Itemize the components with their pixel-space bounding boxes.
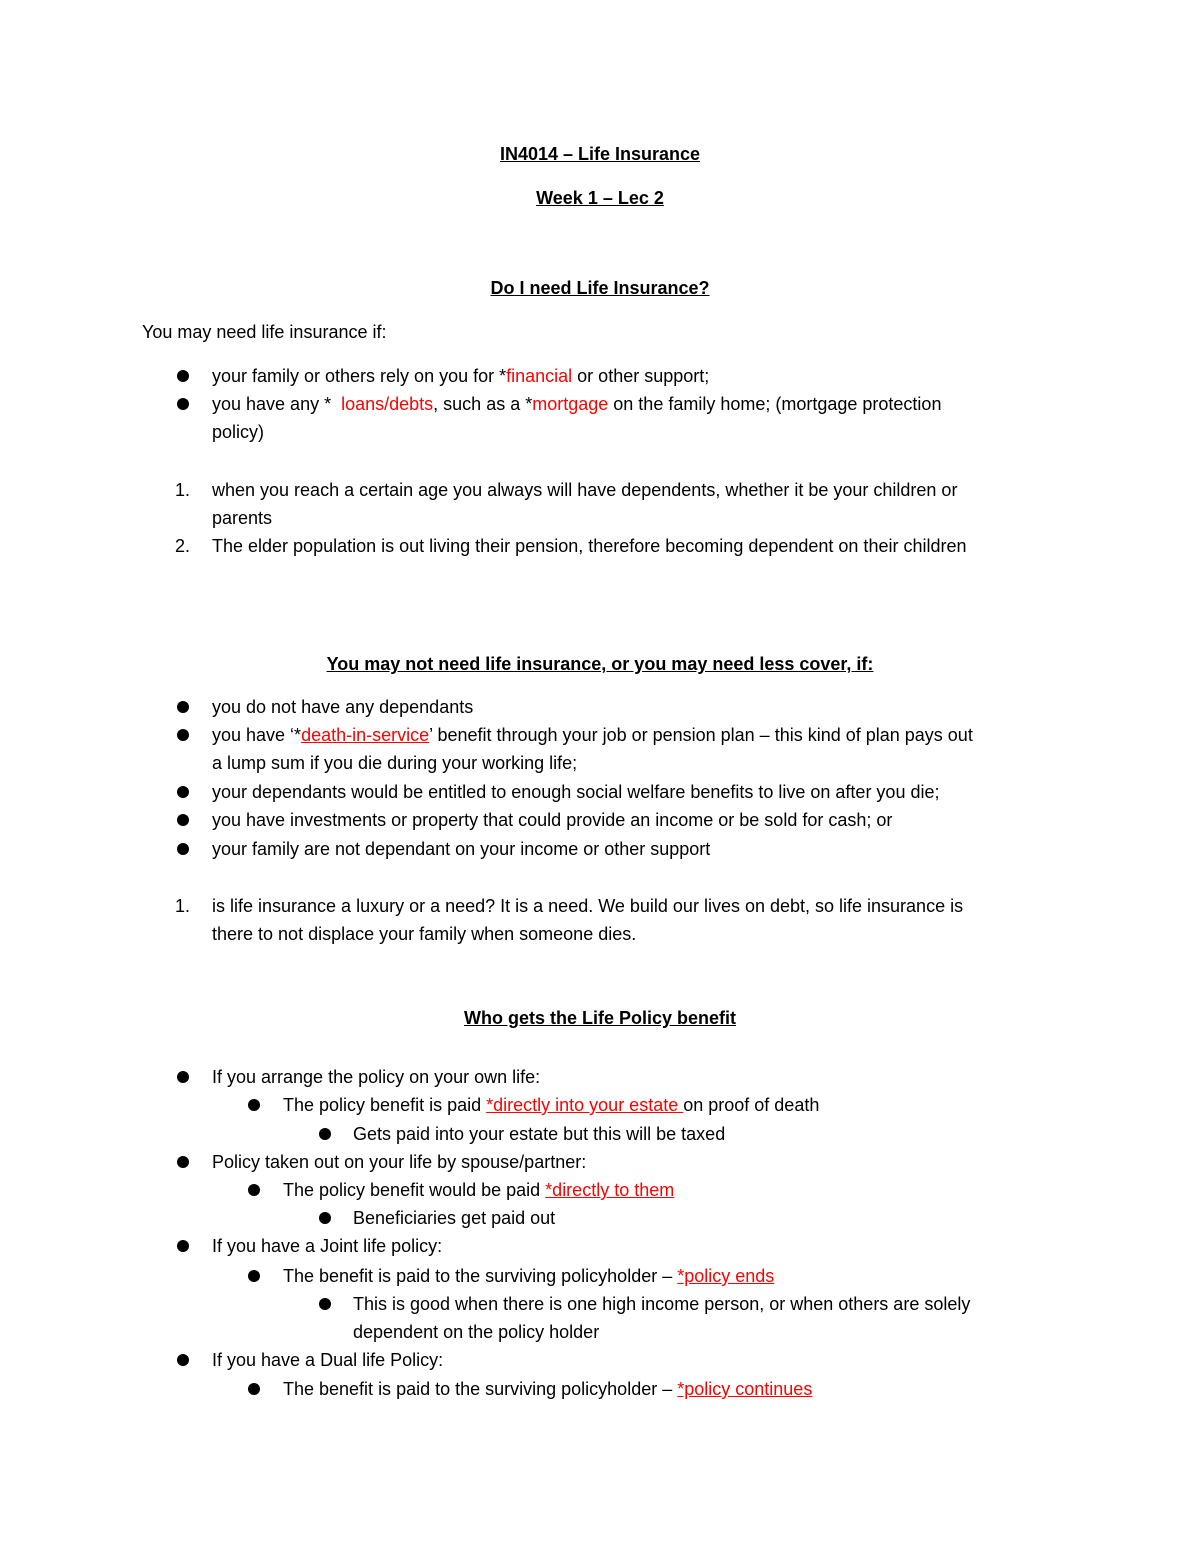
section-heading-need: Do I need Life Insurance?: [490, 278, 710, 298]
bullet-icon: [319, 1298, 331, 1310]
bullet-icon: [177, 786, 189, 798]
list-item: when you reach a certain age you always will have dependents, whether it be your children or: [212, 480, 958, 500]
list-item: The elder population is out living their pension, therefore becoming dependent on their children: [212, 536, 967, 556]
bullet-icon: [177, 1240, 189, 1252]
bullet-icon: [177, 729, 189, 741]
section-heading-not-need: You may not need life insurance, or you may need less cover, if:: [326, 654, 874, 674]
list-item: The policy benefit would be paid *directly to them: [283, 1180, 675, 1200]
list-item-continuation: dependent on the policy holder: [353, 1322, 600, 1342]
bullet-icon: [177, 814, 189, 826]
list-item: This is good when there is one high income person, or when others are solely: [353, 1294, 971, 1314]
list-item: Beneficiaries get paid out: [353, 1208, 556, 1228]
list-item-continuation: a lump sum if you die during your working life;: [212, 753, 578, 773]
list-item: The benefit is paid to the surviving policyholder – *policy ends: [283, 1266, 775, 1286]
list-item-continuation: parents: [212, 508, 273, 528]
list-item: The policy benefit is paid *directly into your estate on proof of death: [283, 1095, 820, 1115]
list-item: your dependants would be entitled to enough social welfare benefits to live on after you die;: [212, 782, 940, 802]
section-heading-benefit: Who gets the Life Policy benefit: [463, 1008, 737, 1028]
bullet-icon: [177, 701, 189, 713]
bullet-icon: [177, 1156, 189, 1168]
list-item: you do not have any dependants: [212, 697, 474, 717]
list-number: 2.: [174, 536, 190, 556]
bullet-icon: [248, 1184, 260, 1196]
list-item: If you have a Dual life Policy:: [212, 1350, 444, 1370]
list-item: Gets paid into your estate but this will be taxed: [353, 1124, 726, 1144]
list-item: If you arrange the policy on your own life:: [212, 1067, 541, 1087]
bullet-icon: [177, 398, 189, 410]
bullet-icon: [248, 1099, 260, 1111]
bullet-icon: [177, 1354, 189, 1366]
list-item: your family are not dependant on your income or other support: [212, 839, 711, 859]
list-item: If you have a Joint life policy:: [212, 1236, 443, 1256]
bullet-icon: [248, 1270, 260, 1282]
list-item: Policy taken out on your life by spouse/partner:: [212, 1152, 587, 1172]
list-number: 1.: [174, 480, 190, 500]
bullet-icon: [177, 1071, 189, 1083]
list-item: is life insurance a luxury or a need? It is a need. We build our lives on debt, so life insurance is: [212, 896, 964, 916]
list-item: you have ‘*death-in-service’ benefit through your job or pension plan – this kind of plan pays out: [212, 725, 973, 745]
list-item: you have investments or property that could provide an income or be sold for cash; or: [212, 810, 893, 830]
bullet-icon: [177, 370, 189, 382]
course-title: IN4014 – Life Insurance: [499, 144, 701, 164]
list-item: your family or others rely on you for *financial or other support;: [212, 366, 710, 386]
list-item-continuation: there to not displace your family when someone dies.: [212, 924, 637, 944]
list-item: The benefit is paid to the surviving policyholder – *policy continues: [283, 1379, 813, 1399]
list-item-continuation: policy): [212, 422, 265, 442]
bullet-icon: [248, 1383, 260, 1395]
list-item: you have any * loans/debts, such as a *mortgage on the family home; (mortgage protection: [212, 394, 942, 414]
bullet-icon: [319, 1128, 331, 1140]
list-number: 1.: [174, 896, 190, 916]
bullet-icon: [319, 1212, 331, 1224]
bullet-icon: [177, 843, 189, 855]
intro-text: You may need life insurance if:: [142, 322, 387, 342]
lecture-title: Week 1 – Lec 2: [536, 188, 664, 208]
